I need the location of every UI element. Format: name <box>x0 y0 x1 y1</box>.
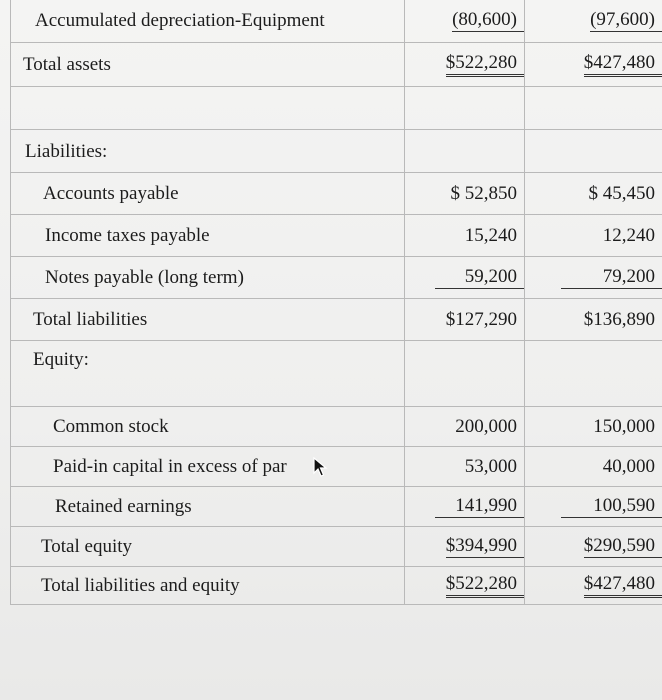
value-3rd-col: 79,200 <box>524 257 662 299</box>
table-row <box>10 42 662 87</box>
value-2nd-col: 53,000 <box>404 447 525 487</box>
table-row <box>10 566 662 605</box>
row-label: Total equity <box>10 527 404 567</box>
section-heading-liabilities: Liabilities: <box>10 130 404 173</box>
value-3rd-col: 12,240 <box>524 215 662 257</box>
value-2nd-col: (80,600) <box>404 0 525 42</box>
value-3rd-col: $136,890 <box>524 299 662 341</box>
value-3rd-col <box>524 87 662 130</box>
value-2nd-col: 200,000 <box>404 407 525 447</box>
value-3rd-col: $427,480 <box>524 43 662 87</box>
value-3rd-col <box>524 130 662 173</box>
table-row <box>10 214 662 257</box>
value-2nd-col: $522,280 <box>404 43 525 87</box>
value-2nd-col: 59,200 <box>404 257 525 299</box>
value-3rd-col: 100,590 <box>524 487 662 527</box>
row-label: Total liabilities and equity <box>10 567 404 605</box>
table-row <box>10 0 662 42</box>
mouse-pointer-icon <box>313 457 329 477</box>
value-2nd-col <box>404 130 525 173</box>
table-row <box>10 298 662 341</box>
table-row <box>10 526 662 567</box>
value-2nd-col: 15,240 <box>404 215 525 257</box>
value-2nd-col: $ 52,850 <box>404 173 525 215</box>
value-2nd-col <box>404 341 525 407</box>
section-heading-equity: Equity: <box>10 341 404 407</box>
row-label: Accumulated depreciation-Equipment <box>10 0 404 42</box>
row-label: Total assets <box>10 43 404 87</box>
value-3rd-col: $290,590 <box>524 527 662 567</box>
value-3rd-col: $427,480 <box>524 567 662 605</box>
row-label: Notes payable (long term) <box>10 257 404 299</box>
value-3rd-col <box>524 341 662 407</box>
row-label: Income taxes payable <box>10 215 404 257</box>
table-bottom-border <box>10 604 662 605</box>
value-2nd-col: $127,290 <box>404 299 525 341</box>
table-row <box>10 172 662 215</box>
value-3rd-col: 150,000 <box>524 407 662 447</box>
table-row <box>10 486 662 527</box>
row-label: Accounts payable <box>10 173 404 215</box>
value-2nd-col <box>404 87 525 130</box>
table-row <box>10 340 662 407</box>
row-label <box>10 87 405 130</box>
value-3rd-col: $ 45,450 <box>524 173 662 215</box>
value-2nd-col: $522,280 <box>404 567 525 605</box>
row-label: Total liabilities <box>10 299 404 341</box>
table-row <box>10 86 662 130</box>
value-3rd-col: 40,000 <box>524 447 662 487</box>
value-2nd-col: 141,990 <box>404 487 525 527</box>
row-label: Common stock <box>10 407 404 447</box>
table-row <box>10 129 662 173</box>
value-2nd-col: $394,990 <box>404 527 525 567</box>
table-row <box>10 256 662 299</box>
table-row <box>10 406 662 447</box>
row-label: Paid-in capital in excess of par <box>10 447 404 487</box>
row-label: Retained earnings <box>10 487 404 527</box>
table-row <box>10 446 662 487</box>
value-3rd-col: (97,600) <box>524 0 662 42</box>
